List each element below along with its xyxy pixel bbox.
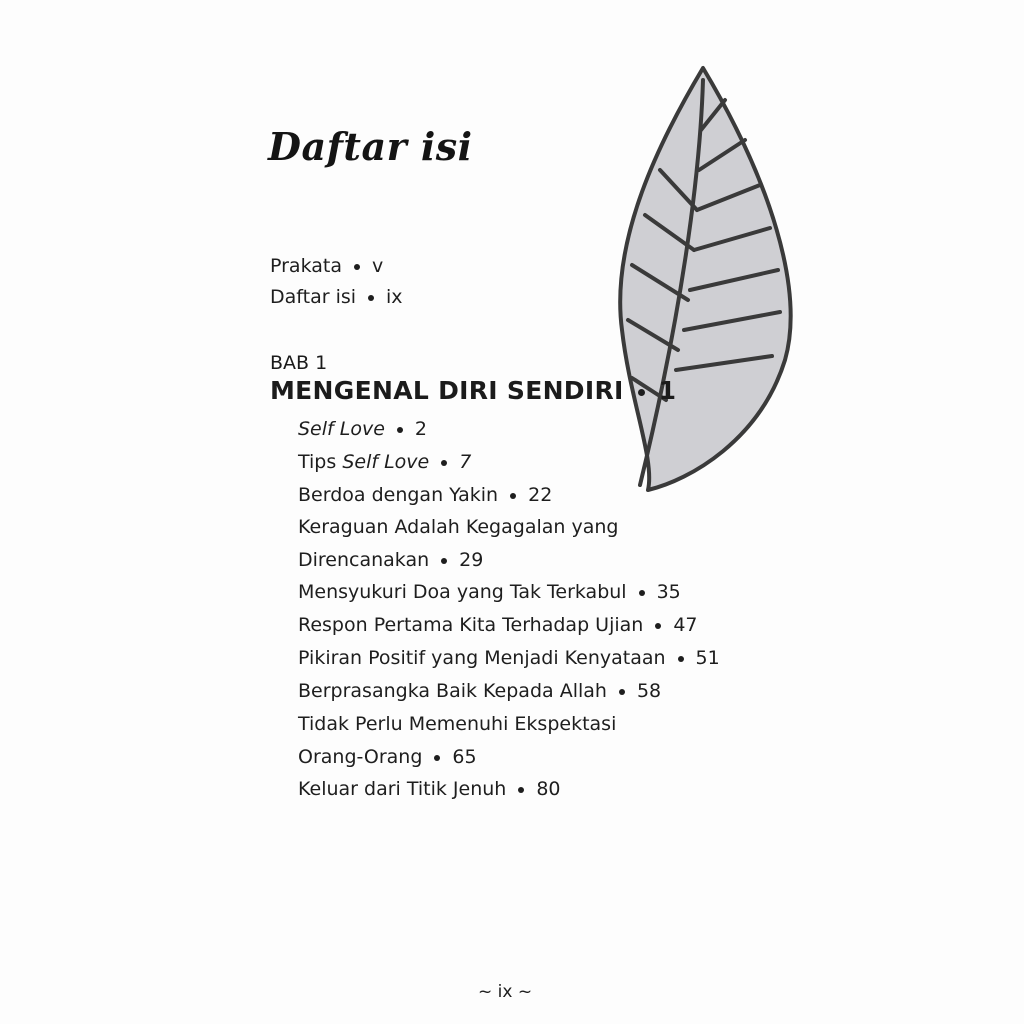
bullet-icon — [619, 689, 625, 695]
toc-label: Pikiran Positif yang Menjadi Kenyataan — [298, 647, 666, 669]
toc-page: 29 — [459, 549, 484, 571]
bullet-icon — [678, 656, 684, 662]
bullet-icon — [397, 427, 403, 433]
toc-label: Daftar isi — [270, 286, 357, 308]
toc-label: Direncanakan — [298, 549, 430, 571]
toc-page: ix — [386, 286, 403, 308]
toc-page: v — [371, 255, 384, 277]
toc-page: 47 — [673, 614, 698, 636]
toc-entry — [298, 581, 681, 603]
chapter-number: BAB 1 — [270, 352, 328, 374]
toc-entry — [298, 614, 698, 636]
toc-label: Mensyukuri Doa yang Tak Terkabul — [298, 581, 627, 603]
bullet-icon — [510, 493, 516, 499]
toc-entry — [298, 418, 427, 440]
toc-label: Orang-Orang — [298, 746, 423, 768]
toc-page: 80 — [536, 778, 561, 800]
toc-entry — [298, 549, 483, 571]
bullet-icon — [354, 264, 360, 270]
toc-label: Berprasangka Baik Kepada Allah — [298, 680, 607, 702]
toc-entry-line: Tidak Perlu Memenuhi Ekspektasi — [298, 713, 617, 735]
toc-page: 65 — [452, 746, 477, 768]
toc-entry — [298, 484, 552, 506]
bullet-icon — [434, 755, 440, 761]
page-title: Daftar isi — [268, 124, 473, 169]
bullet-icon — [638, 389, 645, 396]
toc-entry — [298, 746, 477, 768]
bullet-icon — [441, 558, 447, 564]
page-number: ~ ix ~ — [478, 982, 533, 1002]
bullet-icon — [655, 623, 661, 629]
toc-entry — [298, 680, 661, 702]
toc-page: 58 — [636, 680, 662, 702]
toc-page: 51 — [695, 647, 720, 669]
chapter-name: MENGENAL DIRI SENDIRI — [270, 376, 624, 405]
toc-label: Respon Pertama Kita Terhadap Ujian — [298, 614, 644, 636]
toc-page: 22 — [528, 484, 553, 506]
chapter-title — [270, 376, 676, 405]
toc-page: 7 — [459, 451, 472, 473]
toc-entry — [298, 451, 471, 473]
toc-page: 35 — [656, 581, 681, 603]
bullet-icon — [368, 295, 374, 301]
bullet-icon — [518, 787, 524, 793]
toc-label-prefix: Tips — [298, 451, 337, 473]
toc-entry-prakata — [270, 255, 383, 277]
chapter-page: 1 — [658, 376, 677, 405]
toc-entry-line: Keraguan Adalah Kegagalan yang — [298, 516, 619, 538]
bullet-icon — [441, 460, 447, 466]
toc-label: Keluar dari Titik Jenuh — [298, 778, 507, 800]
toc-page: 2 — [414, 418, 427, 440]
toc-label: Self Love — [298, 418, 385, 440]
toc-label: Prakata — [270, 255, 342, 277]
bullet-icon — [639, 590, 645, 596]
toc-entry — [298, 778, 561, 800]
toc-label: Self Love — [342, 451, 430, 473]
toc-label: Berdoa dengan Yakin — [298, 484, 499, 506]
toc-entry — [298, 647, 720, 669]
toc-entry-daftar-isi — [270, 286, 403, 308]
leaf-icon — [600, 60, 800, 500]
